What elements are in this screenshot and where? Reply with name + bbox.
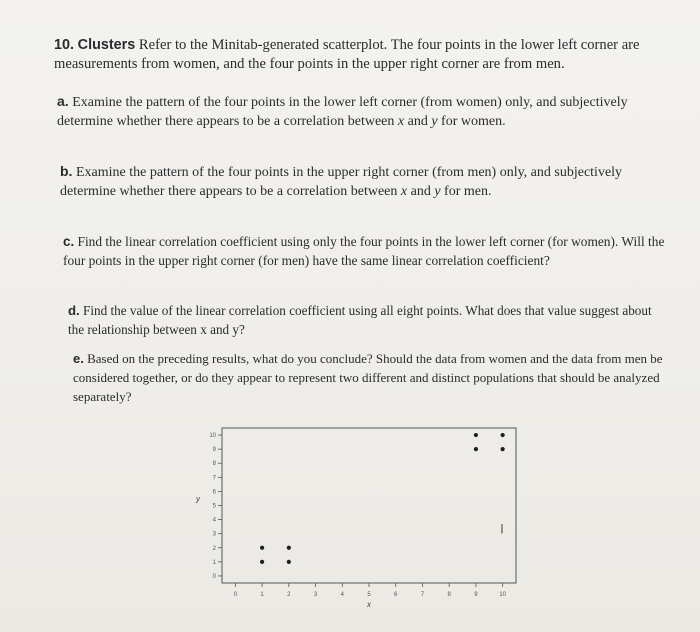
y-tick-label: 10 <box>209 433 216 440</box>
x-axis-ticks <box>234 583 507 598</box>
y-tick-label: 9 <box>212 447 216 454</box>
part-a <box>57 92 667 131</box>
y-tick-label: 2 <box>212 545 216 552</box>
x-tick-label: 6 <box>394 592 398 598</box>
scatterplot <box>190 420 530 620</box>
x-tick-label: 9 <box>474 592 478 598</box>
y-tick-label: 0 <box>212 573 216 580</box>
part-a-var-x: x <box>397 114 405 129</box>
part-b-and: and <box>407 184 435 199</box>
data-points <box>260 433 505 564</box>
plot-frame <box>222 428 516 583</box>
part-a-var-y: y <box>431 114 438 129</box>
part-c-text: Find the linear correlation coefficient using only the four points in the lower left corner (for women). Will the four points in the upper right corner (for men) have the same linear correlation coefficient? <box>63 234 665 268</box>
part-d-label: d. <box>68 303 80 318</box>
x-tick-label: 4 <box>340 592 344 598</box>
x-tick-label: 5 <box>367 592 371 598</box>
x-tick-label: 0 <box>233 592 238 598</box>
x-tick-label: 10 <box>499 592 506 598</box>
problem-number: 10. <box>54 37 75 53</box>
part-b-label: b. <box>60 163 73 179</box>
data-point-men <box>474 433 478 437</box>
part-b-text-end: for men. <box>440 184 492 199</box>
data-point-women <box>287 560 291 564</box>
y-axis-label: y <box>196 494 200 504</box>
part-e-text: Based on the preceding results, what do you conclude? Should the data from women and the data from men be considered together, or do they appear to represent two different and distinct populations that should be analyzed separately? <box>73 351 663 404</box>
data-point-women <box>260 560 264 564</box>
x-tick-label: 7 <box>420 592 425 598</box>
x-tick-label: 8 <box>447 592 451 598</box>
part-d <box>68 301 668 339</box>
y-tick-label: 1 <box>212 559 216 566</box>
part-a-text-end: for women. <box>437 114 506 129</box>
part-d-text: Find the value of the linear correlation coefficient using all eight points. What does that value suggest about the relationship between x and y? <box>68 303 652 337</box>
part-e <box>73 349 663 406</box>
data-point-men <box>474 447 478 451</box>
x-axis-label: x <box>367 600 371 609</box>
part-e-label: e. <box>73 351 84 366</box>
x-tick-label: 3 <box>313 592 318 598</box>
y-tick-label: 7 <box>212 475 216 482</box>
part-b-text: Examine the pattern of the four points in the upper right corner (from men) only, and subjectively determine whether there appears to be a correlation between <box>60 165 623 199</box>
y-axis-ticks <box>209 433 222 580</box>
text-cursor-glyph: I <box>499 520 504 537</box>
data-point-women <box>260 546 264 550</box>
problem-title: Clusters <box>77 37 136 53</box>
part-b-var-y: y <box>434 184 441 199</box>
data-point-women <box>287 546 291 550</box>
data-point-men <box>501 433 505 437</box>
part-c-label: c. <box>63 234 75 249</box>
problem-statement <box>54 36 668 74</box>
part-b <box>60 162 670 201</box>
problem-text: Refer to the Minitab-generated scatterplot. The four points in the lower left corner are measurements from women, and the four points in the upper right corner are from men. <box>54 37 640 72</box>
part-a-text: Examine the pattern of the four points in the lower left corner (from women) only, and subjectively determine whether there appears to be a correlation between <box>57 95 628 129</box>
y-tick-label: 3 <box>212 531 216 538</box>
part-a-and: and <box>404 114 432 129</box>
part-a-label: a. <box>57 93 69 109</box>
part-c <box>63 232 673 270</box>
y-tick-label: 8 <box>212 461 216 468</box>
data-point-men <box>501 447 505 451</box>
y-tick-label: 6 <box>212 489 216 496</box>
part-b-var-x: x <box>400 184 408 199</box>
y-tick-label: 5 <box>212 503 216 510</box>
x-tick-label: 1 <box>260 592 264 598</box>
y-tick-label: 4 <box>212 517 216 524</box>
x-tick-label: 2 <box>287 592 291 598</box>
